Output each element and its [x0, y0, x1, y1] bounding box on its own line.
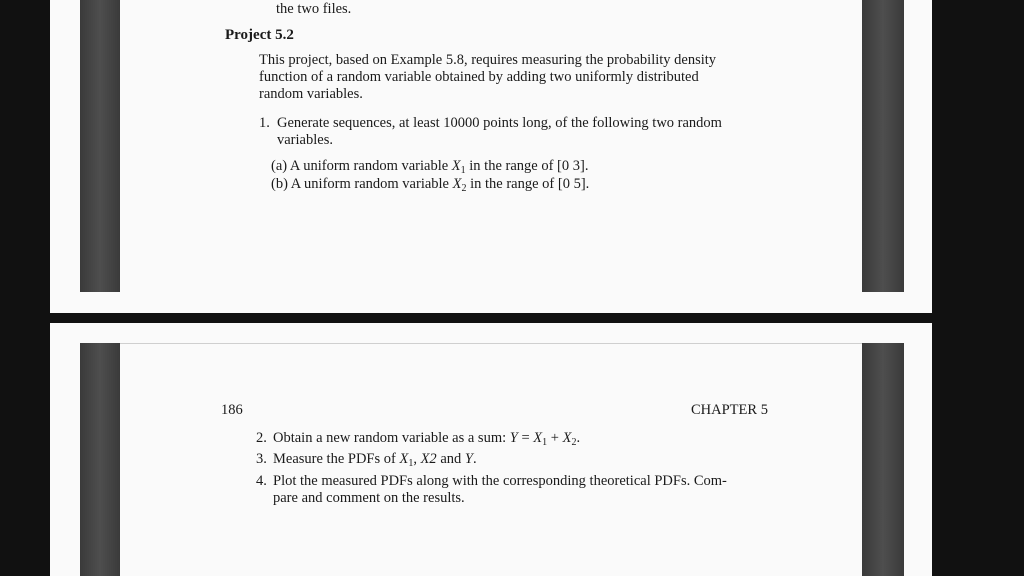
subitem-a-label: (a)	[271, 158, 288, 174]
carryover-line: the two files.	[276, 1, 352, 17]
bottom-page	[0, 323, 1024, 576]
chapter-header: CHAPTER 5	[691, 402, 768, 418]
item2-equals: =	[521, 430, 530, 446]
item4-line-1: Plot the measured PDFs along with the corresponding theoretical PDFs. Com-	[273, 473, 727, 489]
left-scan-bar	[80, 0, 120, 292]
subitem-a	[271, 158, 588, 175]
subitem-a-sub: 1	[460, 165, 466, 176]
item2-x2-sub: 2	[571, 437, 577, 448]
subitem-b-label: (b)	[271, 176, 288, 192]
item3-number: 3.	[256, 451, 267, 467]
item1-text	[277, 115, 797, 149]
intro-line-3: random variables.	[259, 86, 363, 102]
item2-x1-sub: 1	[542, 437, 548, 448]
right-margin-shadow	[932, 0, 1024, 313]
item2-x2: X	[562, 430, 572, 446]
left-scan-bar	[80, 343, 120, 576]
item1-line-2: variables.	[277, 132, 333, 148]
subitem-a-text-before: A uniform random variable	[289, 158, 449, 174]
item3-text	[273, 451, 477, 468]
item3-x2: X2	[420, 451, 437, 467]
item3-and: and	[440, 451, 462, 467]
left-margin-shadow	[0, 323, 50, 576]
page-number: 186	[221, 402, 243, 418]
item3-lead: Measure the PDFs of	[273, 451, 396, 467]
item2-period: .	[576, 430, 581, 446]
item2-plus: +	[550, 430, 559, 446]
item2-number: 2.	[256, 430, 267, 446]
subitem-b-text-before: A uniform random variable	[290, 176, 449, 192]
item1-line-1: Generate sequences, at least 10000 points long, of the following two random	[277, 115, 722, 131]
item2-y: Y	[509, 430, 518, 446]
subitem-a-var: X	[451, 158, 461, 174]
item1-number: 1.	[259, 115, 270, 131]
item2-x1: X	[533, 430, 543, 446]
item4-text	[273, 473, 798, 507]
item2-lead: Obtain a new random variable as a sum:	[273, 430, 507, 446]
item3-comma: ,	[413, 451, 417, 467]
page-top-rule	[120, 343, 862, 344]
item4-number: 4.	[256, 473, 267, 489]
item4-line-2: pare and comment on the results.	[273, 490, 465, 506]
right-margin-shadow	[932, 323, 1024, 576]
item3-period: .	[472, 451, 477, 467]
intro-line-1: This project, based on Example 5.8, requires measuring the probability density	[259, 52, 717, 68]
right-scan-bar	[862, 0, 904, 292]
right-scan-bar	[862, 343, 904, 576]
subitem-b-text-after: in the range of [0 5].	[470, 176, 590, 192]
item2-text	[273, 430, 580, 447]
item3-x1-sub: 1	[408, 458, 414, 469]
intro-line-2: function of a random variable obtained by adding two uniformly distributed	[259, 69, 699, 85]
item3-y: Y	[464, 451, 473, 467]
subitem-b-sub: 2	[461, 183, 467, 194]
item3-x1: X	[399, 451, 409, 467]
left-margin-shadow	[0, 0, 50, 313]
project-heading: Project 5.2	[225, 27, 294, 43]
subitem-a-text-after: in the range of [0 3].	[469, 158, 589, 174]
subitem-b	[271, 176, 589, 193]
subitem-b-var: X	[452, 176, 462, 192]
intro-paragraph	[259, 52, 794, 103]
